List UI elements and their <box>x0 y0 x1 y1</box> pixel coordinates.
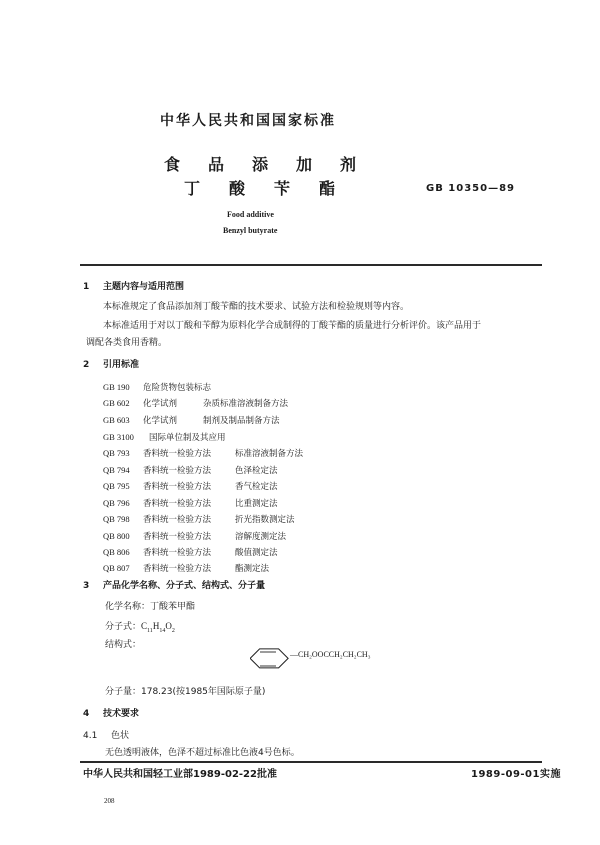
reference-item <box>103 546 278 558</box>
page-number: 208 <box>104 797 115 805</box>
section-1-paragraph-2: 本标准适用于对以丁酸和苄醇为原料化学合成制得的丁酸苄酯的质量进行分析评价。该产品用于 <box>103 321 482 331</box>
benzene-ring-icon <box>250 647 292 671</box>
english-title-line-1: Food additive <box>227 210 274 219</box>
section-1-paragraph-1: 本标准规定了食品添加剂丁酸苄酯的技术要求、试验方法和检验规则等内容。 <box>103 302 410 312</box>
english-title-line-2: Benzyl butyrate <box>223 226 278 235</box>
section-2-heading <box>83 357 139 370</box>
subsection-4-1-heading <box>83 728 129 741</box>
ref-code: GB 3100 <box>103 432 134 442</box>
section-title: 产品化学名称、分子式、结构式、分子量 <box>103 581 266 591</box>
ref-code: QB 794 <box>103 465 130 475</box>
ref-code: QB 798 <box>103 514 130 524</box>
implementation-date: 1989-09-01实施 <box>471 769 561 780</box>
ref-category: 香料统一检验方法 <box>143 499 212 509</box>
subsection-title: 色状 <box>111 731 130 741</box>
section-title: 引用标准 <box>103 360 140 370</box>
ref-category: 香料统一检验方法 <box>143 466 212 476</box>
ref-category: 化学试剂 <box>143 399 178 409</box>
section-number: 2 <box>83 360 90 370</box>
ref-title: 溶解度测定法 <box>235 532 287 542</box>
ref-title: 折光指数测定法 <box>235 515 295 525</box>
structure-label: 结构式： <box>105 640 142 650</box>
reference-item <box>103 480 278 492</box>
ref-category: 香料统一检验方法 <box>143 548 212 558</box>
bottom-divider <box>80 761 542 763</box>
section-4-heading <box>83 706 139 719</box>
reference-item <box>103 530 286 542</box>
ref-category: 国际单位制及其应用 <box>149 433 226 443</box>
ref-category: 危险货物包装标志 <box>143 383 212 393</box>
formula-subscript: 11 <box>147 627 153 634</box>
ref-code: QB 793 <box>103 448 130 458</box>
ref-category: 香料统一检验方法 <box>143 449 212 459</box>
ref-category: 香料统一检验方法 <box>143 482 212 492</box>
section-1-heading <box>83 279 184 292</box>
title-char: 品 <box>208 155 225 174</box>
ref-title: 酸值测定法 <box>235 548 278 558</box>
ref-title: 酯测定法 <box>235 564 270 574</box>
title-line-1 <box>164 152 384 175</box>
ref-code: GB 603 <box>103 415 130 425</box>
section-number: 1 <box>83 282 90 292</box>
section-number: 4 <box>83 709 90 719</box>
ref-title: 香气检定法 <box>235 482 278 492</box>
ref-category: 化学试剂 <box>143 416 178 426</box>
chemical-name: 化学名称：丁酸苯甲酯 <box>105 602 196 612</box>
formula-subscript: 14 <box>159 627 166 634</box>
title-char: 酯 <box>319 179 336 198</box>
standard-code: GB 10350—89 <box>426 183 516 194</box>
ref-category: 香料统一检验方法 <box>143 564 212 574</box>
formula-element: H <box>152 621 160 631</box>
molecular-formula <box>105 619 175 634</box>
section-1-paragraph-2-cont: 调配各类食用香精。 <box>86 338 168 348</box>
ref-category: 香料统一检验方法 <box>143 515 212 525</box>
ref-title: 制剂及制品制备方法 <box>203 416 280 426</box>
ref-code: QB 806 <box>103 547 130 557</box>
section-title: 主题内容与适用范围 <box>103 282 185 292</box>
ref-title: 色泽检定法 <box>235 466 278 476</box>
reference-item <box>103 397 288 409</box>
ref-code: QB 795 <box>103 481 130 491</box>
subsection-number: 4.1 <box>83 731 98 741</box>
reference-item <box>103 414 280 426</box>
reference-item <box>103 497 278 509</box>
reference-item <box>103 381 211 393</box>
section-title: 技术要求 <box>103 709 140 719</box>
structural-formula-chain: —CH₂OOCCH₂CH₂CH₃ <box>290 650 371 659</box>
ref-code: QB 807 <box>103 563 130 573</box>
formula-label: 分子式： <box>105 622 142 632</box>
title-char: 食 <box>164 155 181 174</box>
reference-item <box>103 513 295 525</box>
ref-code: QB 800 <box>103 531 130 541</box>
ref-title: 杂质标准溶液制备方法 <box>203 399 289 409</box>
ref-code: GB 602 <box>103 398 130 408</box>
ref-code: QB 796 <box>103 498 130 508</box>
title-char: 剂 <box>340 155 357 174</box>
reference-item <box>103 431 226 443</box>
title-char: 丁 <box>184 179 201 198</box>
title-char: 苄 <box>274 179 291 198</box>
molecular-weight: 分子量：178.23(按1985年国际原子量) <box>105 687 266 697</box>
subsection-4-1-body: 无色透明液体，色泽不超过标准比色液4号色标。 <box>105 748 300 758</box>
ref-category: 香料统一检验方法 <box>143 532 212 542</box>
formula-subscript: 2 <box>171 627 175 634</box>
reference-item <box>103 447 303 459</box>
ref-title: 比重测定法 <box>235 499 278 509</box>
ref-code: GB 190 <box>103 382 130 392</box>
title-char: 添 <box>252 155 269 174</box>
reference-item <box>103 464 278 476</box>
title-line-2 <box>184 176 364 199</box>
title-char: 酸 <box>229 179 246 198</box>
section-3-heading <box>83 578 265 591</box>
formula-element: C <box>141 621 148 631</box>
section-number: 3 <box>83 581 90 591</box>
formula-element: O <box>165 621 172 631</box>
top-divider <box>80 264 542 266</box>
approval-line: 中华人民共和国轻工业部1989-02-22批准 <box>83 769 277 780</box>
reference-item <box>103 562 269 574</box>
title-char: 加 <box>296 155 313 174</box>
ref-title: 标准溶液制备方法 <box>235 449 304 459</box>
country-standard-heading: 中华人民共和国国家标准 <box>160 113 336 129</box>
